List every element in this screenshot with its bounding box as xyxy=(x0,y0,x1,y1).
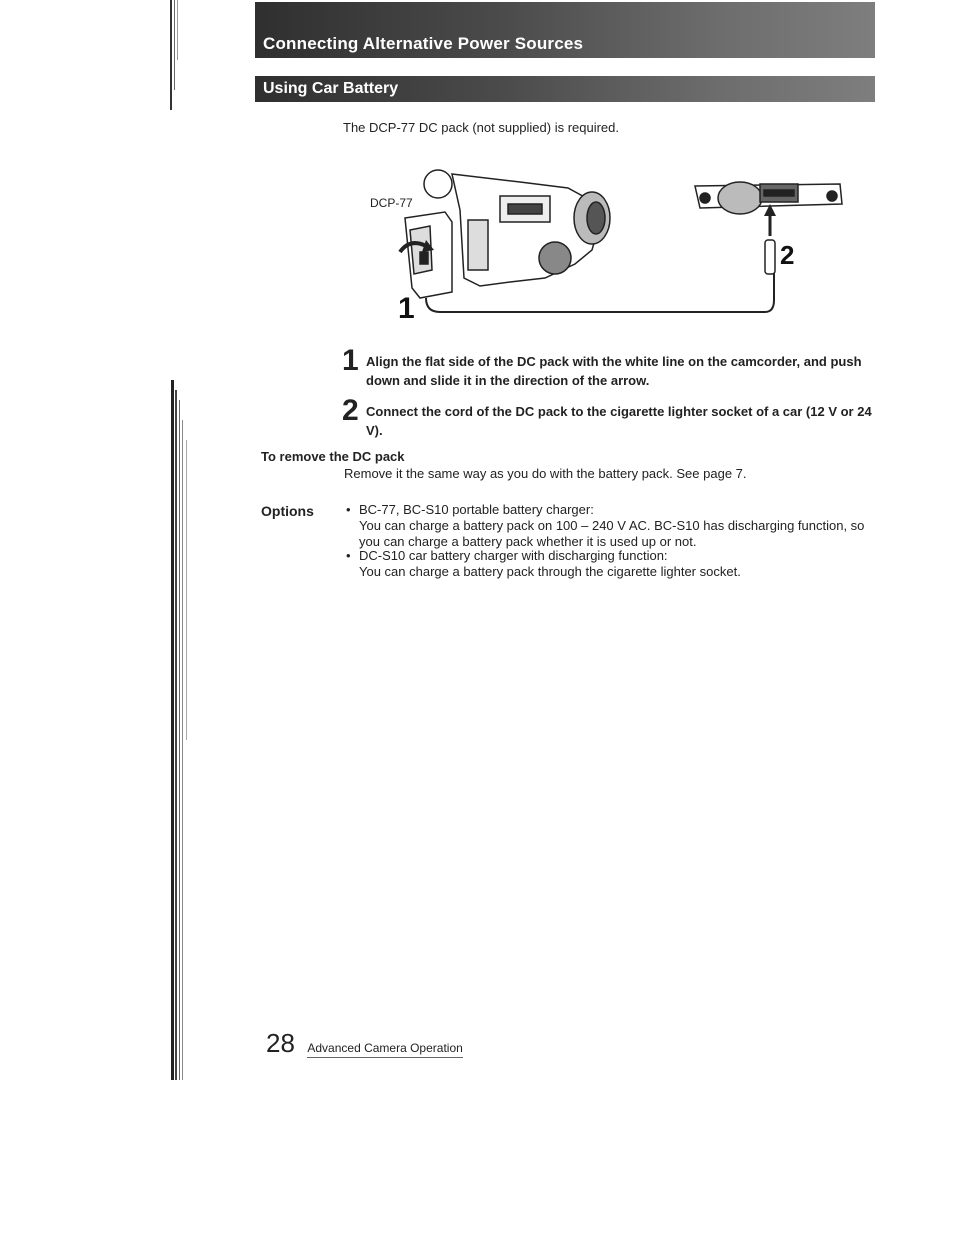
step-2-text: Connect the cord of the DC pack to the cigarette lighter socket of a car (12 V or 24 V). xyxy=(366,404,872,438)
dc-pack-drawing xyxy=(405,212,452,298)
page-number: 28 xyxy=(266,1028,295,1058)
scan-binding-edge xyxy=(168,0,194,1090)
camcorder-car-battery-illustration xyxy=(360,160,880,330)
step-2-number: 2 xyxy=(342,394,359,427)
dc-pack-label: DCP-77 xyxy=(370,196,413,210)
callout-2: 2 xyxy=(780,240,795,270)
cigarette-plug xyxy=(765,240,775,274)
subsection-title: Using Car Battery xyxy=(263,80,399,97)
section-title-banner xyxy=(255,2,875,58)
subsection-title-banner xyxy=(255,76,875,102)
section-title: Connecting Alternative Power Sources xyxy=(263,34,584,53)
remove-dc-pack-text: Remove it the same way as you do with the battery pack. See page 7. xyxy=(344,466,747,481)
option-text: BC-77, BC-S10 portable battery charger: You can charge a battery pack on 100 – 240 V AC. BC-S10 has discharging function, so you can charge a battery pack whether it is used up or not. xyxy=(359,502,865,549)
intro-text: The DCP-77 DC pack (not supplied) is required. xyxy=(343,120,620,135)
option-text: DC-S10 car battery charger with discharging function: You can charge a battery pack through the cigarette lighter socket. xyxy=(359,548,741,579)
step-1-number: 1 xyxy=(342,344,359,377)
bullet-icon: • xyxy=(346,548,351,563)
step-1-text: Align the flat side of the DC pack with the white line on the camcorder, and push down and slide it in the direction of the arrow. xyxy=(366,354,862,388)
options-heading: Options xyxy=(261,503,314,519)
callout-1: 1 xyxy=(398,292,415,325)
footer-section-name: Advanced Camera Operation xyxy=(307,1041,462,1058)
bullet-icon: • xyxy=(346,502,351,517)
remove-dc-pack-heading: To remove the DC pack xyxy=(261,449,405,464)
page-footer xyxy=(266,1028,463,1059)
